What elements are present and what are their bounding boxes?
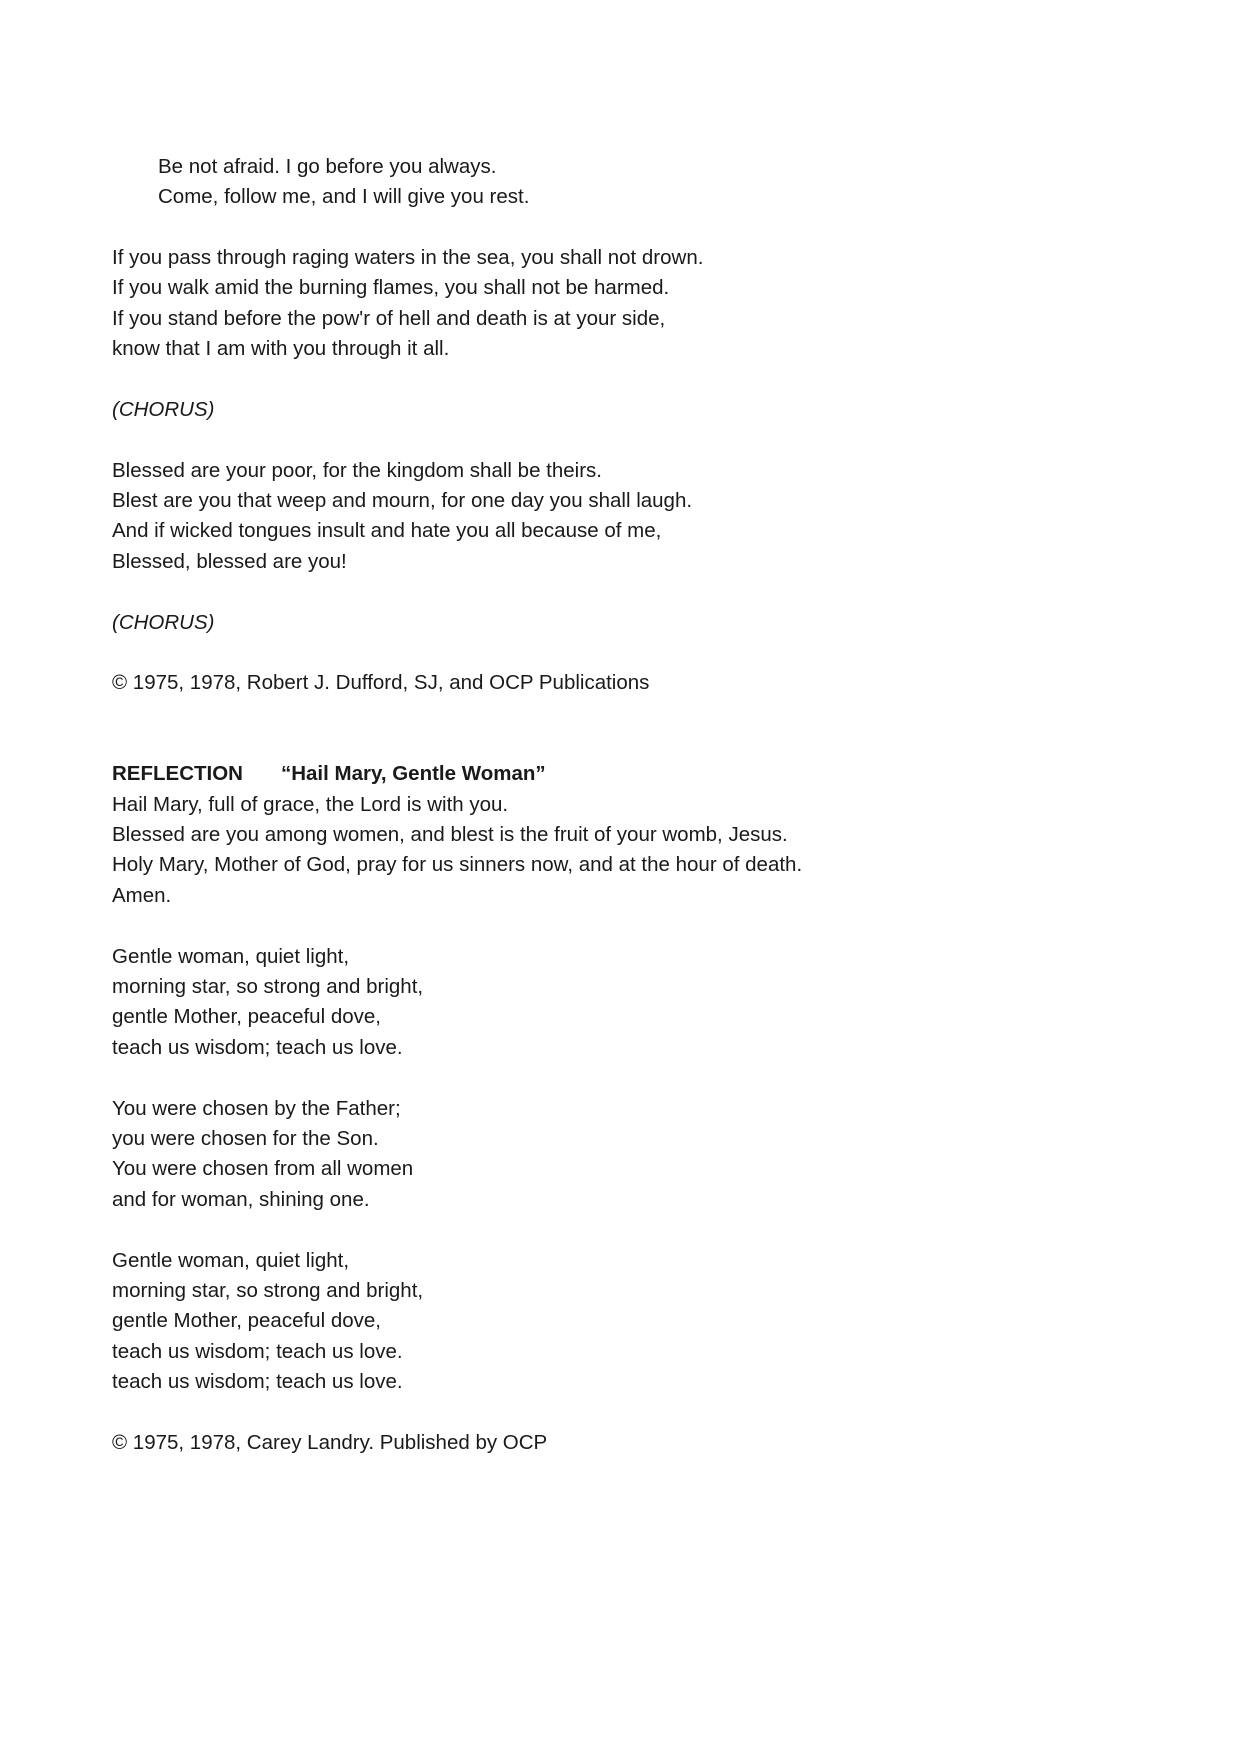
verse3-line-1: Blessed are your poor, for the kingdom shall be theirs. bbox=[112, 459, 602, 482]
chorus-line-1: Be not afraid. I go before you always. bbox=[158, 155, 497, 178]
stanza1-line-1: Gentle woman, quiet light, bbox=[112, 945, 350, 968]
stanza1-line-2: morning star, so strong and bright, bbox=[112, 975, 424, 998]
stanza1-line-4: teach us wisdom; teach us love. bbox=[112, 1036, 403, 1059]
verse2-line-3: If you stand before the pow'r of hell and death is at your side, bbox=[112, 307, 666, 330]
prayer-line-4: Amen. bbox=[112, 884, 172, 907]
stanza3-line-5: teach us wisdom; teach us love. bbox=[112, 1370, 403, 1393]
verse2-line-2: If you walk amid the burning flames, you shall not be harmed. bbox=[112, 276, 670, 299]
prayer-line-1: Hail Mary, full of grace, the Lord is with you. bbox=[112, 793, 509, 816]
reflection-title: “Hail Mary, Gentle Woman” bbox=[280, 762, 546, 785]
stanza3-line-3: gentle Mother, peaceful dove, bbox=[112, 1309, 381, 1332]
stanza2-line-4: and for woman, shining one. bbox=[112, 1188, 370, 1211]
verse3-line-4: Blessed, blessed are you! bbox=[112, 550, 347, 573]
stanza1-line-3: gentle Mother, peaceful dove, bbox=[112, 1005, 381, 1028]
stanza3-line-4: teach us wisdom; teach us love. bbox=[112, 1340, 403, 1363]
verse2-line-1: If you pass through raging waters in the sea, you shall not drown. bbox=[112, 246, 704, 269]
reflection-heading bbox=[112, 761, 546, 787]
chorus-marker-1: (CHORUS) bbox=[112, 398, 215, 421]
copyright-2: © 1975, 1978, Carey Landry. Published by OCP bbox=[112, 1431, 548, 1454]
stanza3-line-2: morning star, so strong and bright, bbox=[112, 1279, 424, 1302]
chorus-marker-2: (CHORUS) bbox=[112, 611, 215, 634]
prayer-line-3: Holy Mary, Mother of God, pray for us sinners now, and at the hour of death. bbox=[112, 853, 803, 876]
chorus-line-2: Come, follow me, and I will give you rest. bbox=[158, 185, 530, 208]
prayer-line-2: Blessed are you among women, and blest is the fruit of your womb, Jesus. bbox=[112, 823, 788, 846]
copyright-1: © 1975, 1978, Robert J. Dufford, SJ, and OCP Publications bbox=[112, 671, 650, 694]
verse3-line-2: Blest are you that weep and mourn, for one day you shall laugh. bbox=[112, 489, 693, 512]
stanza2-line-1: You were chosen by the Father; bbox=[112, 1097, 401, 1120]
verse2-line-4: know that I am with you through it all. bbox=[112, 337, 450, 360]
verse3-line-3: And if wicked tongues insult and hate you all because of me, bbox=[112, 519, 662, 542]
stanza3-line-1: Gentle woman, quiet light, bbox=[112, 1249, 350, 1272]
reflection-label: REFLECTION bbox=[112, 762, 243, 785]
stanza2-line-2: you were chosen for the Son. bbox=[112, 1127, 379, 1150]
stanza2-line-3: You were chosen from all women bbox=[112, 1157, 414, 1180]
